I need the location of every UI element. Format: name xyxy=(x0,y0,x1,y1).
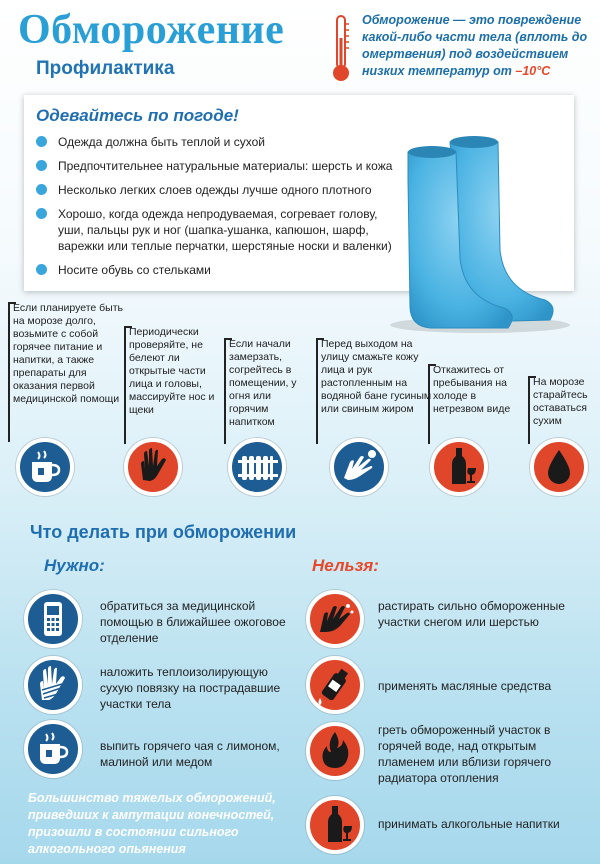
list-item xyxy=(36,182,406,198)
callout-bracket xyxy=(224,338,232,444)
noneed-item-1-text: растирать сильно обмороженные участки снегом или шерстью xyxy=(378,599,565,629)
tip-text: Если начали замерзать, согрейтесь в помещении, у огня или горячим напитком xyxy=(229,338,297,428)
need-item-1-text: обратиться за медицинской помощью в ближайшее ожоговое отделение xyxy=(100,599,286,645)
bullet-dot-icon xyxy=(36,264,47,275)
fire-icon xyxy=(306,722,364,780)
callout-bracket xyxy=(428,364,436,444)
dress-heading: Одевайтесь по погоде! xyxy=(36,106,239,125)
callout-bracket xyxy=(316,338,324,444)
definition-temperature: –10°С xyxy=(515,64,551,78)
tip-text: Откажитесь от пребывания на холоде в нетрезвом виде xyxy=(433,364,511,415)
alcohol-icon xyxy=(430,438,488,496)
hands-cream-icon xyxy=(330,438,388,496)
list-item-text: Предпочтительнее натуральные материалы: шерсть и кожа xyxy=(58,159,393,173)
tip-text: Перед выходом на улицу смажьте кожу лица и рук растопленным на водяной бане гусиным или свиным жиром xyxy=(321,338,432,415)
need-item-2-text: наложить теплоизолирующую сухую повязку на пострадавшие участки тела xyxy=(100,665,281,711)
callout-bracket xyxy=(8,302,16,442)
oil-bottle-icon xyxy=(306,656,364,714)
noneed-heading: Нельзя: xyxy=(312,556,379,575)
list-item-text: Хорошо, когда одежда непродуваемая, согревает голову, уши, пальцы рук и ног (шапка-ушанка, капюшон, шарф, варежки или теплые перчатки, шерстяные носки и валенки) xyxy=(58,207,392,253)
hand-icon xyxy=(124,438,182,496)
bullet-dot-icon xyxy=(36,208,47,219)
tip-text: Если планируете быть на морозе долго, возьмите с собой горячее питание и напитки, а также препараты для оказания первой медицинской помощи xyxy=(13,302,123,405)
noneed-item-4-text: принимать алкогольные напитки xyxy=(378,817,560,831)
felt-boots-icon xyxy=(380,130,580,335)
thermometer-icon xyxy=(330,14,352,84)
hot-tea-icon xyxy=(16,438,74,496)
list-item-text: Одежда должна быть теплой и сухой xyxy=(58,135,265,149)
water-drop-icon xyxy=(530,438,588,496)
need-item-3-text: выпить горячего чая с лимоном, малиной или медом xyxy=(100,739,280,769)
dress-advice-list xyxy=(36,134,406,286)
noneed-item-2-text: применять масляные средства xyxy=(378,679,552,693)
radiator-icon xyxy=(228,438,286,496)
tip-callout-3 xyxy=(224,338,310,429)
footnote: Большинство тяжелых обморожений, приведших к ампутации конечностей, призошли в состоянии сильного алкогольного опьянения xyxy=(28,791,276,856)
list-item xyxy=(36,262,406,278)
bullet-dot-icon xyxy=(36,160,47,171)
callout-bracket xyxy=(124,326,132,444)
callout-bracket xyxy=(528,376,536,444)
tip-callout-2 xyxy=(124,326,224,417)
tip-callout-1 xyxy=(8,302,126,406)
rubbing-hands-icon xyxy=(306,590,364,648)
bullet-dot-icon xyxy=(36,136,47,147)
phone-icon xyxy=(24,590,82,648)
noneed-item-3-text: греть обмороженный участок в горячей воде, над открытым пламенем или вблизи горячего радиатора отопления xyxy=(378,723,552,785)
list-item xyxy=(36,206,406,254)
prevention-subtitle: Профилактика xyxy=(36,58,175,79)
page-title: Обморожение xyxy=(18,7,285,53)
hot-tea-icon xyxy=(24,720,82,778)
list-item xyxy=(36,134,406,150)
tip-text: На морозе старайтесь оставаться сухим xyxy=(533,376,588,427)
list-item xyxy=(36,158,406,174)
tip-callout-6 xyxy=(528,376,600,428)
tip-text: Периодически проверяйте, не белеют ли открытые части лица и головы, массируйте нос и щеки xyxy=(129,326,215,416)
bandaged-hand-icon xyxy=(24,656,82,714)
what-to-do-heading: Что делать при обморожении xyxy=(30,522,297,542)
definition-text xyxy=(362,12,598,80)
tip-callout-5 xyxy=(428,364,524,416)
list-item-text: Несколько легких слоев одежды лучше одного плотного xyxy=(58,183,372,197)
definition-body: Обморожение — это повреждение какой-либо части тела (вплоть до омертвения) под воздействием низких температур от xyxy=(362,13,588,78)
need-heading: Нужно: xyxy=(44,556,105,575)
tip-callout-4 xyxy=(316,338,434,416)
list-item-text: Носите обувь со стельками xyxy=(58,263,211,277)
bullet-dot-icon xyxy=(36,184,47,195)
